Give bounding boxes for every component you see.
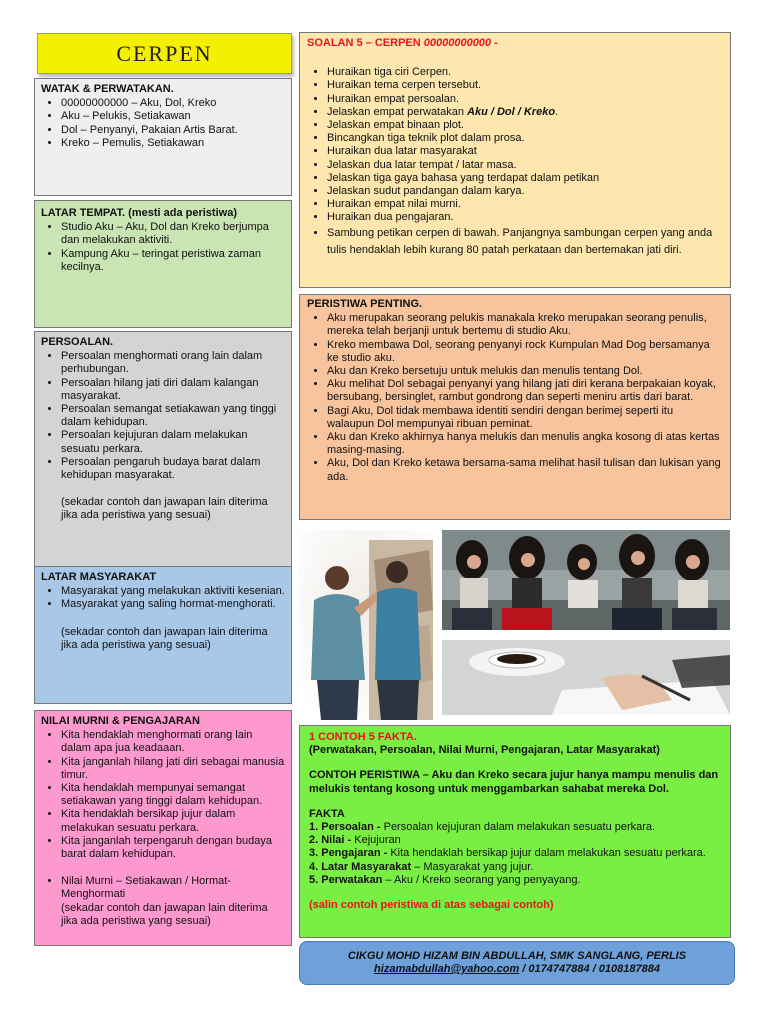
list-item: • Jelaskan empat binaan plot. [327,119,723,132]
list-item: • Aku dan Kreko akhirnya hanya melukis dan menulis angka kosong di atas kertas masing-masing. [327,431,723,457]
list-item: • Huraikan dua pengajaran. [327,211,723,224]
contoh-subheading: (Perwatakan, Persoalan, Nilai Murni, Pengajaran, Latar Masyarakat) [309,744,660,757]
page-title: CERPEN [116,41,213,66]
list-item: • Studio Aku – Aku, Dol dan Kreko berjumpa dan melakukan aktiviti. [61,221,285,247]
photo-rock-band [442,530,730,630]
peristiwa-heading: PERISTIWA PENTING. [307,298,423,310]
item-text: . [555,105,559,118]
list-item: • Persoalan hilang jati diri dalam kalangan masyarakat. [61,377,285,403]
contoh-section [299,725,731,938]
fakta-heading: FAKTA [309,807,345,820]
latar-masyarakat-note: (sekadar contoh dan jawapan lain diterima jika ada peristiwa yang sesuai) [61,625,268,651]
writing-illustration [442,640,730,715]
painting-illustration [299,530,433,720]
list-item: • Sambung petikan cerpen di bawah. Panjangnya sambungan cerpen yang anda tulis hendaklah lebih kurang 80 patah perkataan dan bertemakan jati diri. [327,225,723,259]
list-item: • Huraikan tema cerpen tersebut. [327,79,723,92]
list-item: • Jelaskan dua latar tempat / latar masa. [327,159,723,172]
item-text: Jelaskan empat perwatakan [327,105,468,118]
soalan-section [299,32,731,288]
fakta-text: – Aku / Kreko seorang yang penyayang. [382,873,581,886]
watak-section [34,78,292,196]
rock-band-illustration [442,530,730,630]
fakta-text: Kita hendaklah bersikap jujur dalam melakukan sesuatu perkara. [387,847,706,860]
list-item: • Kampung Aku – teringat peristiwa zaman kecilnya. [61,248,285,274]
list-item: • Bagi Aku, Dol tidak membawa identiti sendiri dengan berimej seperti itu walaupun Dol mempunyai ribuan peminat. [327,405,723,431]
fakta-item [309,861,721,874]
list-item: • Kita hendaklah bersikap jujur dalam melakukan sesuatu perkara. [61,808,285,834]
nilai-note: (sekadar contoh dan jawapan lain diterima jika ada peristiwa yang sesuai) [61,901,268,927]
latar-tempat-section [34,200,292,328]
fakta-label: 4. Latar Masyarakat [309,860,412,873]
list-item: • Bincangkan tiga teknik plot dalam prosa. [327,132,723,145]
nilai-section [34,710,292,946]
contoh-peristiwa: CONTOH PERISTIWA – Aku dan Kreko secara jujur hanya mampu menulis dan melukis tentang kosong untuk menggambarkan sahabat mereka Dol. [309,769,719,795]
soalan-heading-code: 00000000000 - [423,37,498,49]
persoalan-heading: PERSOALAN. [41,336,114,348]
list-item: • Kita hendaklah menghormati orang lain dalam apa jua keadaaan. [61,729,285,755]
list-item: • Aku, Dol dan Kreko ketawa bersama-sama melihat hasil tulisan dan lukisan yang ada. [327,457,723,483]
list-item: • Huraikan dua latar masyarakat [327,145,723,158]
list-item: • Jelaskan tiga gaya bahasa yang terdapat dalam petikan [327,172,723,185]
soalan-heading-text: SOALAN 5 – CERPEN [307,37,424,49]
fakta-text: Kejujuran [351,834,401,847]
nilai-heading: NILAI MURNI & PENGAJARAN [41,715,200,727]
contoh-heading: 1 CONTOH 5 FAKTA. [309,731,417,743]
list-item: • Nilai Murni – Setiakawan / Hormat-Menghormati [61,875,285,901]
phone-numbers: / 0174747884 / 0108187884 [519,963,660,975]
contoh-footer-note: (salin contoh peristiwa di atas sebagai contoh) [309,899,554,912]
author-line: CIKGU MOHD HIZAM BIN ABDULLAH, SMK SANGLANG, PERLIS [347,950,687,962]
list-item: • Persoalan kejujuran dalam melakukan sesuatu perkara. [61,429,285,455]
list-item: • Huraikan empat persoalan. [327,93,723,106]
list-item: • Aku – Pelukis, Setiakawan [61,110,285,123]
soalan-heading [307,37,723,50]
fakta-item [309,874,721,887]
list-item: • Persoalan menghormati orang lain dalam perhubungan. [61,350,285,376]
list-item: • Dol – Penyanyi, Pakaian Artis Barat. [61,124,285,137]
peristiwa-section [299,294,731,520]
list-item: • Huraikan empat nilai murni. [327,198,723,211]
fakta-item [309,834,721,847]
list-item: • Persoalan semangat setiakawan yang tinggi dalam kehidupan. [61,403,285,429]
list-item: • Jelaskan sudut pandangan dalam karya. [327,185,723,198]
photo-painting [299,530,433,720]
list-item: • Huraikan tiga ciri Cerpen. [327,66,723,79]
fakta-text: Persoalan kejujuran dalam melakukan sesuatu perkara. [380,821,656,834]
list-item: • Aku merupakan seorang pelukis manakala kreko merupakan seorang penulis, mereka telah berjanji untuk bertemu di studio Aku. [327,312,723,338]
list-item: • Kita janganlah hilang jati diri sebagai manusia timur. [61,756,285,782]
page-title-box [37,33,292,74]
item-emphasis: Aku / Dol / Kreko [467,105,556,118]
list-item [327,106,723,119]
contact-line [300,963,734,976]
fakta-label: 2. Nilai - [309,834,352,847]
fakta-label: 5. Perwatakan [309,873,383,886]
author-footer [299,941,735,985]
fakta-item [309,847,721,860]
list-item: • Kreko membawa Dol, seorang penyanyi rock Kumpulan Mad Dog bersamanya ke studio aku. [327,339,723,365]
fakta-label: 1. Persoalan - [309,821,381,834]
list-item: • Masyarakat yang melakukan aktiviti kesenian. [61,585,285,598]
fakta-text: – Masyarakat yang jujur. [411,860,534,873]
latar-masyarakat-section [34,566,292,704]
list-item: • Persoalan pengaruh budaya barat dalam kehidupan masyarakat. [61,456,285,482]
latar-tempat-heading: LATAR TEMPAT. (mesti ada peristiwa) [41,207,237,219]
list-item: • Kreko – Pemulis, Setiakawan [61,137,285,150]
persoalan-note: (sekadar contoh dan jawapan lain diterima jika ada peristiwa yang sesuai) [61,496,268,522]
photo-writing [442,640,730,715]
fakta-label: 3. Pengajaran - [309,847,388,860]
latar-masyarakat-heading: LATAR MASYARAKAT [41,571,157,583]
watak-heading: WATAK & PERWATAKAN. [41,83,174,95]
list-item: • 00000000000 – Aku, Dol, Kreko [61,97,285,110]
list-item: • Kita janganlah terpengaruh dengan budaya barat dalam kehidupan. [61,835,285,861]
list-item: • Masyarakat yang saling hormat-menghorati. [61,598,285,611]
fakta-item [309,821,721,834]
list-item: • Aku dan Kreko bersetuju untuk melukis dan menulis tentang Dol. [327,365,723,378]
list-item: • Kita hendaklah mempunyai semangat setiakawan yang tinggi dalam kehidupan. [61,782,285,808]
list-item: • Aku melihat Dol sebagai penyanyi yang hilang jati diri kerana berpakaian koyak, bersubang, bersinglet, rambut gondrong dan seperti meniru artis dari barat. [327,378,723,404]
persoalan-section [34,331,292,567]
email-link[interactable]: hizamabdullah@yahoo.com [374,963,520,975]
